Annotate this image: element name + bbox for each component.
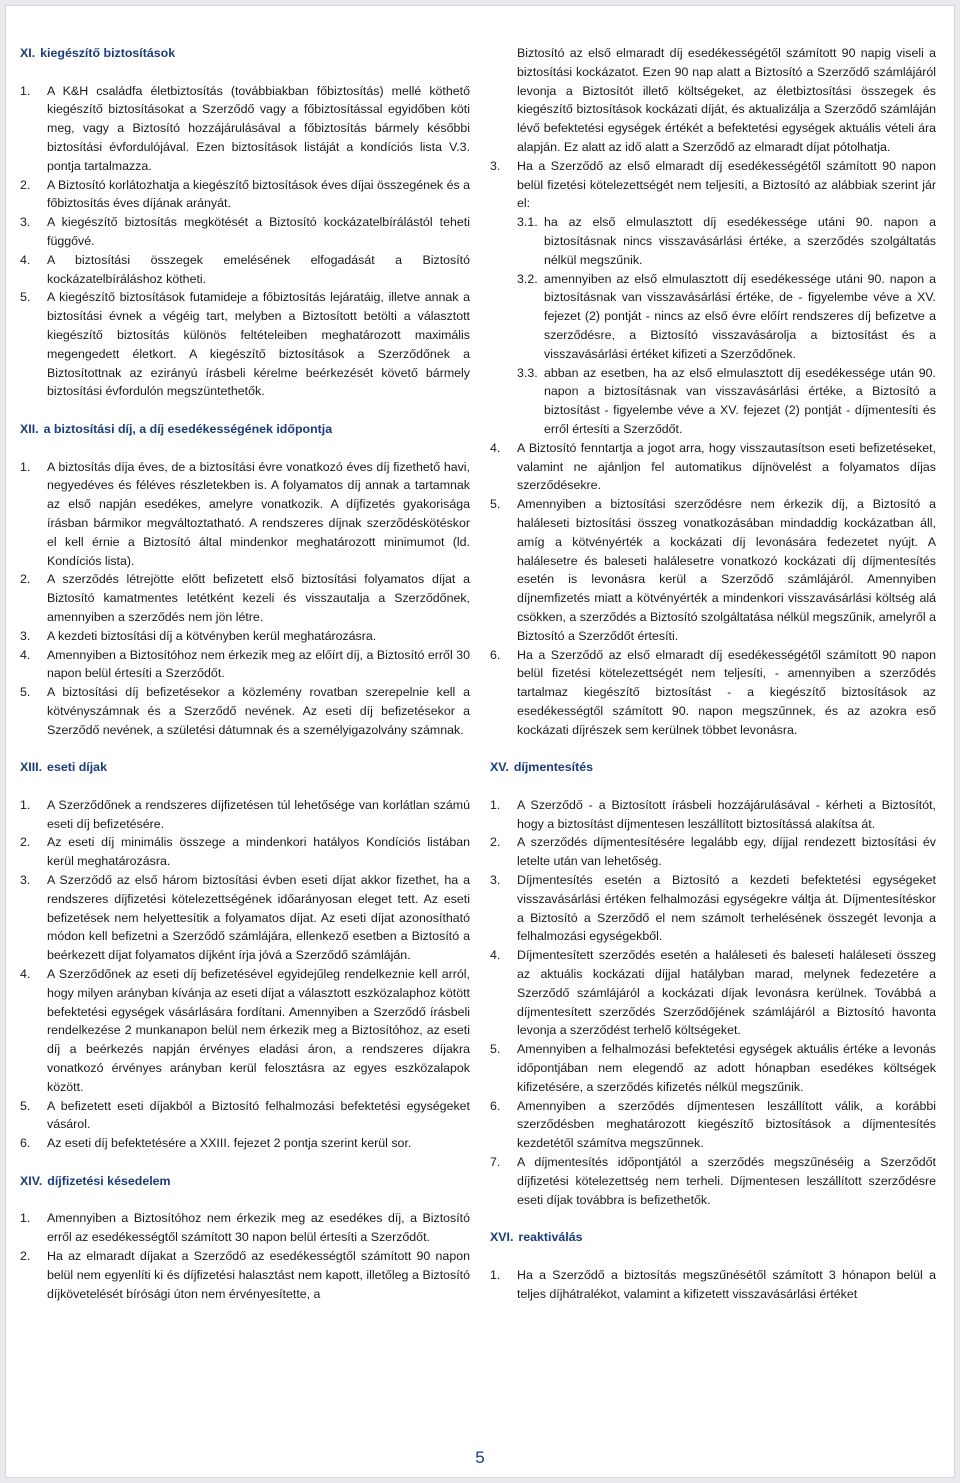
list-item: [490, 871, 936, 946]
item-number: 2.: [20, 177, 31, 192]
list-item: [490, 946, 936, 1040]
item-text: Amennyiben a szerződés díjmentesen leszállított válik, a korábbi szerződésben meghatározott kiegészítő biztosítások a díjmentesítés kezdetétől számítva megszűnnek.: [517, 1098, 936, 1151]
item-number: 3.: [20, 873, 31, 888]
item-number: 1.: [490, 1267, 501, 1282]
list-item: [20, 1134, 470, 1153]
list-item: [490, 796, 936, 834]
item-text: A biztosítási díj befizetésekor a közlemény rovatban szerepelnie kell a kötvényszámnak és a Szerződő nevének. Az eseti díj befizetésekor a Szerződő nevének, a születési dátumnak és a személyigazolvány számnak.: [47, 685, 470, 737]
item-number: 3.: [20, 215, 31, 230]
item-number: 1.: [20, 1211, 31, 1226]
item-text: A kiegészítő biztosítás megkötését a Biztosító kockázatelbírálástól teheti függővé.: [47, 215, 470, 248]
list-item: [490, 1266, 936, 1304]
list-item: [20, 1247, 470, 1303]
list-item: [20, 833, 470, 871]
section-number: XI.: [20, 46, 36, 60]
item-text: A díjmentesítés időpontjától a szerződés megszűnéséig a Szerződőt díjfizetési kötelezettség nem terheli. Díjmentesen leszállított szerződésre eseti díjak továbbra is befizethetők.: [517, 1155, 936, 1207]
item-text: Amennyiben a biztosítási szerződésre nem érkezik díj, a Biztosító a haláleseti biztosítási összeg vonatkozásában mindaddig kockázatban áll, amíg a kötvényérték a kockázati díj levonására fedezetet nyújt. A halálesetre és baleseti halálesetre vonatkozó kockázati díj díjmentesítés esetén is levonásra kerül a Szerződő számlájáról. Amennyiben díjnemfizetés miatt a kötvényérték a mindenkori visszavásárlási költség alá csökken, a szerződés a Biztosító szolgáltatása nélkül megszűnik, amelyről a Biztosító a Szerződőt értesíti.: [517, 497, 936, 643]
continued-paragraph: Biztosító az első elmaradt díj esedékességétől számított 90 napig viseli a biztosítási kockázatot. Ezen 90 nap alatt a Biztosító a Szerződő számlájáról levonja a Biztosítót illető költségeket, az életbiztosítási összegek és kiegészítő biztosítások kockázati díját, és aktualizálja a Szerződő számláján lévő befektetési egységek értékét a befektetési egységek aktuális vételi ára alapján. Ez alatt az idő alatt a Szerződő az elmaradt díjat pótolhatja.: [517, 46, 936, 154]
item-text: A Biztosító fenntartja a jogot arra, hogy visszautasítson eseti befizetéseket, valamint ne ajánljon fel automatikus díjnövelést a folyamatos díjas szerződésekre.: [517, 440, 936, 493]
item-number: 2.: [20, 572, 31, 587]
section-title: díjmentesítés: [513, 760, 594, 775]
list-item: [20, 1097, 470, 1135]
item-text: A K&H családfa életbiztosítás (továbbiakban főbiztosítás) mellé köthető kiegészítő biztosításokat a Szerződő vagy a főbiztosítással egyidőben köti meg, vagy a Biztosító hozzájárulásával a főbiztosítás bármely későbbi biztosítási évfordulójával. Ezen biztosítások listáját a kondíciós lista V.3. pontja tartalmazza.: [47, 83, 470, 173]
item-text: A kezdeti biztosítási díj a kötvényben kerül meghatározásra.: [47, 628, 377, 643]
left-column: [20, 44, 470, 1303]
page-number: 5: [475, 1448, 485, 1467]
list-item: [490, 1097, 936, 1153]
section-heading-xiii: [20, 758, 470, 777]
item-text: A kiegészítő biztosítások futamideje a főbiztosítás lejáratáig, illetve annak a biztosítási évnek a végéig tart, melyben a Biztosított betölti a választott kiegészítő biztosítás különös feltételeiben meghatározott maximális megengedett életkort. A kiegészítő biztosítások a Szerződőnek a Biztosítottnak az ezirányú írásbeli kérelme beérkezését követő bármely biztosítási évfordulón megszüntethetők.: [47, 290, 470, 399]
list-item: [20, 965, 470, 1097]
list-item: [490, 1040, 936, 1096]
list-item: [20, 871, 470, 965]
item-number: 2.: [20, 835, 31, 850]
item-text: Ha a Szerződő a biztosítás megszűnésétől számított 3 hónapon belül a teljes díjhátralékot, valamint a kifizetett visszavásárlási értéket: [517, 1267, 936, 1301]
item-text: A szerződés díjmentesítésére legalább egy, díjjal rendezett biztosítási év letelte után van lehetőség.: [517, 835, 936, 869]
list-item: [490, 495, 936, 645]
item-text: A Szerződőnek a rendszeres díjfizetésen túl lehetősége van korlátlan számú eseti díj befizetésére.: [47, 797, 470, 831]
item-number: 1.: [490, 797, 501, 812]
list-item: [20, 288, 470, 401]
item-text: A Szerződőnek az eseti díj befizetésével egyidejűleg rendelkeznie kell arról, hogy milyen arányban kívánja az eseti díjat a választott eszközalaphoz kötött befektetési egységek vásárlására fordítani. Amennyiben a Szerződő írásbeli rendelkezése 2 munkanapon belül nem érkezik meg a Biztosítóhoz, az eseti díj a beérkezés napján érvényes eladási áron, a rendszeres díjakra vonatkozó érvényes arányban kerül felosztásra az egyes eszközalapok között.: [47, 967, 470, 1094]
list-item: [20, 251, 470, 289]
item-text: A Szerződő az első három biztosítási évben eseti díjat akkor fizethet, ha a rendszeres díjfizetési kötelezettségének időarányosan eleget tett. Az eseti befizetések nem helyettesítik a folyamatos díjat. Az eseti díjat azonosítható módon kell befizetni a Szerződő számlájára, ellenkező esetben a Biztosító a beérkezett díjat folyamatos díjként írja jóvá a Szerződő számláján.: [47, 873, 470, 963]
item-number: 5.: [490, 497, 501, 512]
section-number: XIV.: [20, 1173, 43, 1188]
list-item: [490, 439, 936, 495]
sub-item-text: amennyiben az első elmulasztott díj esedékessége utáni 90. napon a biztosításnak van visszavásárlási értéke, de - figyelembe véve a XV. fejezet (2) pontját - nincs az első évre előírt rendszeres díj befizetve a szerződésre, a Biztosító visszavásárolja a biztosítást és a visszavásárlási értéket kifizeti a Szerződőnek.: [544, 271, 936, 361]
section-heading-xv: [490, 758, 936, 777]
list-item: [20, 458, 470, 571]
sub-item-number: 3.2.: [517, 271, 538, 286]
item-text: A Szerződő - a Biztosított írásbeli hozzájárulásával - kérheti a Biztosítót, hogy a biztosítást díjmentesen leszállított biztosítássá alakítsa át.: [517, 797, 936, 831]
item-text: A Biztosító korlátozhatja a kiegészítő biztosítások éves díjai összegének és a főbiztosítás éves díjának arányát.: [47, 177, 470, 211]
item-number: 6.: [20, 1136, 31, 1151]
item-number: 6.: [490, 647, 501, 662]
item-text: Ha az elmaradt díjakat a Szerződő az esedékességtől számított 90 napon belül nem egyenlíti ki és díjfizetési halasztást nem kapott, illetőleg a Biztosító díjkövetelését bírósági úton nem érvényesítette, a: [47, 1249, 470, 1301]
sub-item-text: abban az esetben, ha az első elmulasztott díj esedékessége után 90. napon a biztosításnak van visszavásárlási értéke, a Biztosító a biztosítást - figyelembe véve a XV. fejezet (2) pontját - díjmentesíti és erről értesíti a Szerződőt.: [544, 365, 936, 436]
sub-item: [517, 364, 936, 439]
item-number: 2.: [490, 835, 501, 850]
section-number: XVI.: [490, 1230, 514, 1245]
list-item: [20, 176, 470, 214]
list-item: [20, 683, 470, 739]
item-number: 1.: [20, 459, 31, 474]
list-item: [490, 646, 936, 740]
item-text: Díjmentesített szerződés esetén a haláleseti és baleseti haláleseti összeg az aktuális kockázati díjjal hatályban marad, melynek fedezetére a Szerződő számlájáról a kockázati díjak levonásra kerülnek. Továbbá a díjmentesített szerződés Szerződőjének számlájáról a Biztosító havonta levonja a szerződést terhelő költségeket.: [517, 948, 936, 1038]
item-number: 3.: [20, 628, 31, 643]
list-item: [20, 796, 470, 834]
section-title: díjfizetési késedelem: [47, 1173, 171, 1188]
sub-item: [517, 270, 936, 364]
item-number: 1.: [20, 797, 31, 812]
item-number: 2.: [20, 1249, 31, 1263]
item-text: A biztosítás díja éves, de a biztosítási évre vonatkozó éves díj fizethető havi, negyedéves és féléves részletekben is. A folyamatos díj annak a tartamnak az első napján esedékes, amelyre vonatkozik. A díjfizetés gyakorisága írásban bármikor megváltoztatható. A rendszeres díjnak szerződéskötéskor el kell érnie a Biztosító által mindenkor meghatározott minimumot (ld. Kondíciós lista).: [47, 459, 470, 568]
item-text: Az eseti díj minimális összege a mindenkori hatályos Kondíciós listában kerül meghatározásra.: [47, 835, 470, 869]
item-number: 6.: [490, 1098, 501, 1113]
item-number: 4.: [490, 440, 501, 455]
item-text: Az eseti díj befektetésére a XXIII. fejezet 2 pontja szerint kerül sor.: [47, 1136, 412, 1151]
list-item: [490, 157, 936, 213]
list-item: [20, 1209, 470, 1247]
item-text: Amennyiben a Biztosítóhoz nem érkezik meg az előírt díj, a Biztosító erről 30 napon belül értesíti a Szerződőt.: [47, 647, 470, 681]
sub-item-text: ha az első elmulasztott díj esedékessége utáni 90. napon a biztosításnak nincs visszavásárlási értéke, a szerződés szolgáltatás nélkül megszűnik.: [544, 215, 936, 267]
item-number: 7.: [490, 1155, 501, 1170]
section-title: reaktiválás: [518, 1230, 583, 1245]
item-number: 4.: [20, 967, 31, 982]
section-number: XII.: [20, 421, 39, 436]
list-item: [490, 833, 936, 871]
list-item: [20, 570, 470, 626]
item-number: 5.: [20, 290, 31, 305]
item-text: Ha a Szerződő az első elmaradt díj esedékességétől számított 90 napon belül fizetési kötelezettségét nem teljesíti, a Biztosító az alábbiak szerint jár el:: [517, 158, 936, 211]
item-text: A befizetett eseti díjakból a Biztosító felhalmozási befektetési egységeket vásárol.: [47, 1098, 470, 1132]
section-title: kiegészítő biztosítások: [40, 46, 176, 60]
item-text: Amennyiben a felhalmozási befektetési egységek aktuális értéke a levonás időpontjában nem elegendő az adott hónapban esedékes költségek kifizetésére, a szerződés kifizetés nélkül megszűnik.: [517, 1042, 936, 1094]
list-item: [20, 213, 470, 251]
section-number: XV.: [490, 760, 509, 775]
section-heading-xii: [20, 420, 470, 439]
item-number: 1.: [20, 83, 31, 98]
section-title: a biztosítási díj, a díj esedékességének időpontja: [43, 421, 333, 436]
item-number: 3.: [490, 873, 501, 888]
item-number: 3.: [490, 158, 501, 173]
sub-item: [517, 213, 936, 269]
list-item: [20, 82, 470, 176]
section-heading-xiv: [20, 1172, 470, 1191]
item-number: 5.: [490, 1042, 501, 1057]
right-column: [490, 44, 936, 1303]
section-title: eseti díjak: [47, 760, 107, 775]
item-text: Díjmentesítés esetén a Biztosító a kezdeti befektetési egységeket visszavásárlási értéken felhalmozási egységekre váltja át. Díjmentesítéskor a Biztosító a Szerződő el nem számolt terhelésének összegét levonja a felhalmozási egységekből.: [517, 873, 936, 944]
item-text: A szerződés létrejötte előtt befizetett első biztosítási folyamatos díjat a Biztosító kamatmentes letétként kezeli és visszautalja a Szerződőnek, amennyiben a szerződés nem jön létre.: [47, 572, 470, 624]
item-text: A biztosítási összegek emelésének elfogadását a Biztosító kockázatelbíráláshoz kötheti.: [47, 252, 470, 286]
list-item: [490, 1153, 936, 1209]
item-number: 4.: [490, 948, 501, 963]
sub-item-number: 3.3.: [517, 365, 538, 380]
sub-item-number: 3.1.: [517, 215, 538, 230]
section-heading-xi: [20, 44, 470, 63]
item-number: 4.: [20, 647, 31, 662]
item-text: Amennyiben a Biztosítóhoz nem érkezik meg az esedékes díj, a Biztosító erről az esedékességtől számított 30 napon belül értesíti a Szerződőt.: [47, 1211, 470, 1245]
list-item: [20, 627, 470, 646]
section-heading-xvi: [490, 1228, 936, 1247]
item-number: 5.: [20, 685, 31, 700]
list-item: [20, 646, 470, 684]
item-text: Ha a Szerződő az első elmaradt díj esedékességétől számított 90 napon belül fizetési kötelezettségét nem teljesíti, - amennyiben a szerződés tartalmaz kiegészítő biztosítást - a kiegészítő biztosítások az esedékességtől számított 90. napon megszűnnek, és az azokra eső kockázati díjrészek sem kerülnek többet levonásra.: [517, 647, 936, 737]
section-number: XIII.: [20, 760, 43, 775]
document-page: [6, 6, 954, 1477]
item-number: 4.: [20, 252, 31, 267]
item-number: 5.: [20, 1098, 31, 1113]
